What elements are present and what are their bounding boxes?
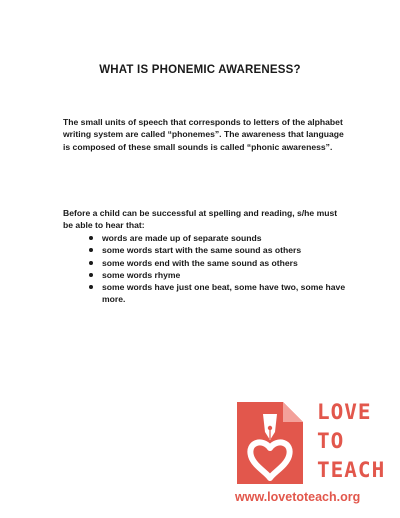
bullet-icon (89, 236, 93, 240)
list-item: some words start with the same sound as others (88, 244, 350, 256)
intro-paragraph: The small units of speech that corresponds to letters of the alphabet writing system are called “phonemes”. The awareness that language is composed of these small sounds is called “phonic awareness”. (63, 117, 344, 152)
document-pen-heart-icon (233, 398, 307, 488)
skills-list (88, 232, 350, 306)
logo-word-love: LOVE (317, 400, 372, 424)
logo-url[interactable]: www.lovetoteach.org (235, 490, 361, 504)
list-item: some words rhyme (88, 269, 350, 281)
love-to-teach-logo (233, 398, 393, 516)
bullet-icon (89, 248, 93, 252)
bullet-icon (89, 273, 93, 277)
page-title: WHAT IS PHONEMIC AWARENESS? (99, 64, 301, 76)
logo-word-to: TO (317, 429, 345, 453)
list-item: some words have just one beat, some have two, some have more. (88, 281, 350, 306)
list-item: some words end with the same sound as others (88, 257, 350, 269)
list-item: words are made up of separate sounds (88, 232, 350, 244)
requirements-paragraph: Before a child can be successful at spelling and reading, s/he must be able to hear that: (63, 208, 338, 231)
bullet-icon (89, 261, 93, 265)
bullet-icon (89, 285, 93, 289)
logo-word-teach: TEACH (317, 458, 386, 482)
